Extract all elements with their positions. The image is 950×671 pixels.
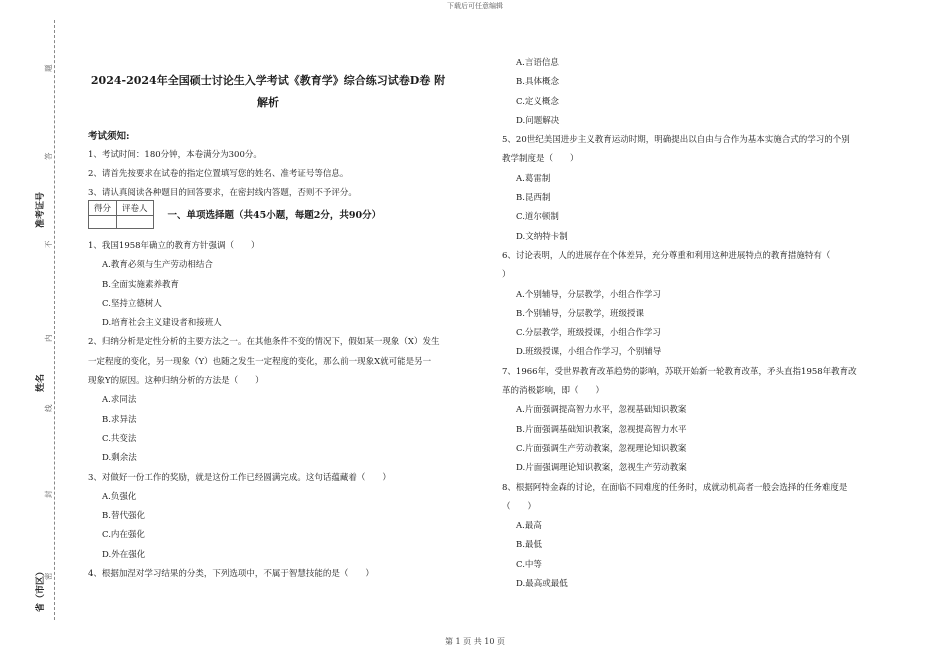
notice-item: 1、考试时间：180分钟，本卷满分为300分。 bbox=[88, 150, 262, 160]
page-number: 第 1 页 共 10 页 bbox=[445, 637, 505, 646]
margin-label-da: 答 bbox=[44, 152, 53, 160]
score-cell-blank bbox=[89, 215, 117, 228]
title-line-2: 解析 bbox=[257, 96, 279, 109]
margin-label-nei: 内 bbox=[44, 334, 53, 342]
answer-option: B.具体概念 bbox=[516, 77, 559, 88]
answer-option: A.负强化 bbox=[102, 491, 137, 502]
seal-line bbox=[54, 20, 55, 620]
question-block bbox=[88, 237, 488, 333]
title-line-1: 2024-2024年全国硕士讨论生入学考试《教育学》综合练习试卷D卷 附 bbox=[90, 74, 446, 87]
grader-cell-blank bbox=[117, 215, 154, 228]
answer-option: B.求异法 bbox=[102, 414, 137, 425]
question-list-right bbox=[502, 54, 902, 594]
margin-label-mi: 密 bbox=[44, 572, 53, 580]
answer-option: B.全面实施素养教育 bbox=[102, 279, 179, 290]
document-title bbox=[88, 70, 448, 114]
question-block bbox=[502, 131, 902, 247]
answer-option: D.最高或最低 bbox=[516, 579, 568, 590]
answer-option: C.定义概念 bbox=[516, 96, 559, 107]
margin-label-exam-number: 准考证号 bbox=[36, 191, 46, 228]
answer-option: C.坚持立德树人 bbox=[102, 298, 162, 309]
question-text: ） bbox=[502, 270, 511, 281]
question-text: 7、1966年，受世界教育改革趋势的影响，苏联开始新一轮教育改革，矛头直指1958年教育改 bbox=[502, 366, 857, 377]
answer-option: C.片面强调生产劳动教案，忽视理论知识教案 bbox=[516, 443, 687, 454]
margin-label-province: 省（市区） bbox=[36, 566, 46, 612]
notice-item: 3、请认真阅读各种题目的回答要求，在密封线内答题，否则不予评分。 bbox=[88, 188, 357, 198]
question-text: 1、我国1958年确立的教育方针强调（ ） bbox=[88, 241, 260, 251]
answer-option: A.片面强调提高智力水平，忽视基础知识教案 bbox=[516, 405, 687, 416]
margin-label-xian: 线 bbox=[44, 404, 53, 412]
answer-option: A.求同法 bbox=[102, 395, 137, 406]
answer-option: D.问题解决 bbox=[516, 115, 560, 126]
question-block bbox=[502, 247, 902, 363]
section-title: 一、单项选择题（共45小题，每题2分，共90分） bbox=[167, 210, 382, 221]
question-text: （ ） bbox=[502, 501, 537, 512]
answer-option: A.葛雷制 bbox=[516, 173, 551, 184]
score-row bbox=[88, 205, 488, 223]
question-text: 3、对做好一份工作的奖励，就是这份工作已经圆满完成。这句话蕴藏着（ ） bbox=[88, 472, 391, 483]
question-text: 8、根据阿特金森的讨论，在面临不同难度的任务时，成就动机高者一般会选择的任务难度是 bbox=[502, 482, 848, 493]
answer-option: D.剩余法 bbox=[102, 453, 137, 464]
answer-option: C.道尔顿制 bbox=[516, 212, 559, 223]
margin-label-ti: 题 bbox=[44, 64, 53, 72]
answer-option: A.言语信息 bbox=[516, 58, 559, 68]
answer-option: A.个别辅导，分层教学，小组合作学习 bbox=[516, 289, 661, 300]
answer-option: C.中等 bbox=[516, 559, 542, 570]
question-block bbox=[502, 363, 902, 479]
answer-option: A.教育必须与生产劳动相结合 bbox=[102, 260, 213, 271]
question-text: 革的消极影响，即（ ） bbox=[502, 386, 605, 397]
question-text: 一定程度的变化，另一现象（Y）也随之发生一定程度的变化，那么前一现象X就可能是另一 bbox=[88, 356, 432, 367]
answer-option: C.分层教学，班级授课，小组合作学习 bbox=[516, 328, 661, 339]
question-list-left bbox=[88, 237, 488, 584]
answer-option: B.片面强调基础知识教案，忽视提高智力水平 bbox=[516, 424, 687, 435]
left-column bbox=[88, 70, 488, 584]
answer-option: B.昆西制 bbox=[516, 193, 551, 204]
header-note: 下载后可任意编辑 bbox=[447, 2, 503, 10]
question-block bbox=[502, 479, 902, 595]
right-column bbox=[502, 54, 902, 594]
question-block bbox=[88, 469, 488, 565]
answer-option: D.片面强调理论知识教案，忽视生产劳动教案 bbox=[516, 463, 687, 474]
answer-option: D.外在强化 bbox=[102, 549, 146, 560]
margin-label-name: 姓名 bbox=[36, 373, 46, 392]
answer-option: B.替代强化 bbox=[102, 511, 145, 522]
question-text: 6、讨论表明，人的进展存在个体差异，充分尊重和利用这种进展特点的教育措施特有（ bbox=[502, 250, 831, 261]
question-block bbox=[502, 54, 902, 131]
notice-item: 2、请首先按要求在试卷的指定位置填写您的姓名、准考证号等信息。 bbox=[88, 169, 349, 179]
answer-option: C.内在强化 bbox=[102, 530, 145, 541]
question-text: 5、20世纪美国进步主义教育运动时期，明确提出以自由与合作为基本实施合式的学习的个别 bbox=[502, 135, 850, 146]
question-text: 2、归纳分析是定性分析的主要方法之一。在其他条件不变的情况下，假如某一现象（X）发生 bbox=[88, 337, 440, 348]
answer-option: D.班级授课，小组合作学习，个别辅导 bbox=[516, 347, 662, 358]
question-text: 现象Y的原因。这种归纳分析的方法是（ ） bbox=[88, 376, 264, 387]
margin-label-bu: 不 bbox=[44, 240, 53, 248]
margin-label-feng: 封 bbox=[44, 490, 53, 498]
answer-option: B.最低 bbox=[516, 540, 542, 551]
score-table bbox=[88, 200, 154, 229]
notice-heading: 考试须知: bbox=[88, 131, 130, 142]
question-block bbox=[88, 565, 488, 584]
answer-option: D.文纳特卡制 bbox=[516, 231, 568, 242]
question-block bbox=[88, 333, 488, 468]
score-cell-label: 得分 bbox=[89, 200, 117, 215]
question-text: 4、根据加涅对学习结果的分类，下列选项中，不属于智慧技能的是（ ） bbox=[88, 569, 374, 580]
answer-option: B.个别辅导，分层教学，班级授课 bbox=[516, 308, 644, 319]
question-text: 教学制度是（ ） bbox=[502, 154, 579, 165]
grader-cell-label: 评卷人 bbox=[117, 200, 154, 215]
answer-option: A.最高 bbox=[516, 521, 542, 532]
answer-option: C.共变法 bbox=[102, 433, 137, 444]
answer-option: D.培育社会主义建设者和接班人 bbox=[102, 318, 222, 329]
